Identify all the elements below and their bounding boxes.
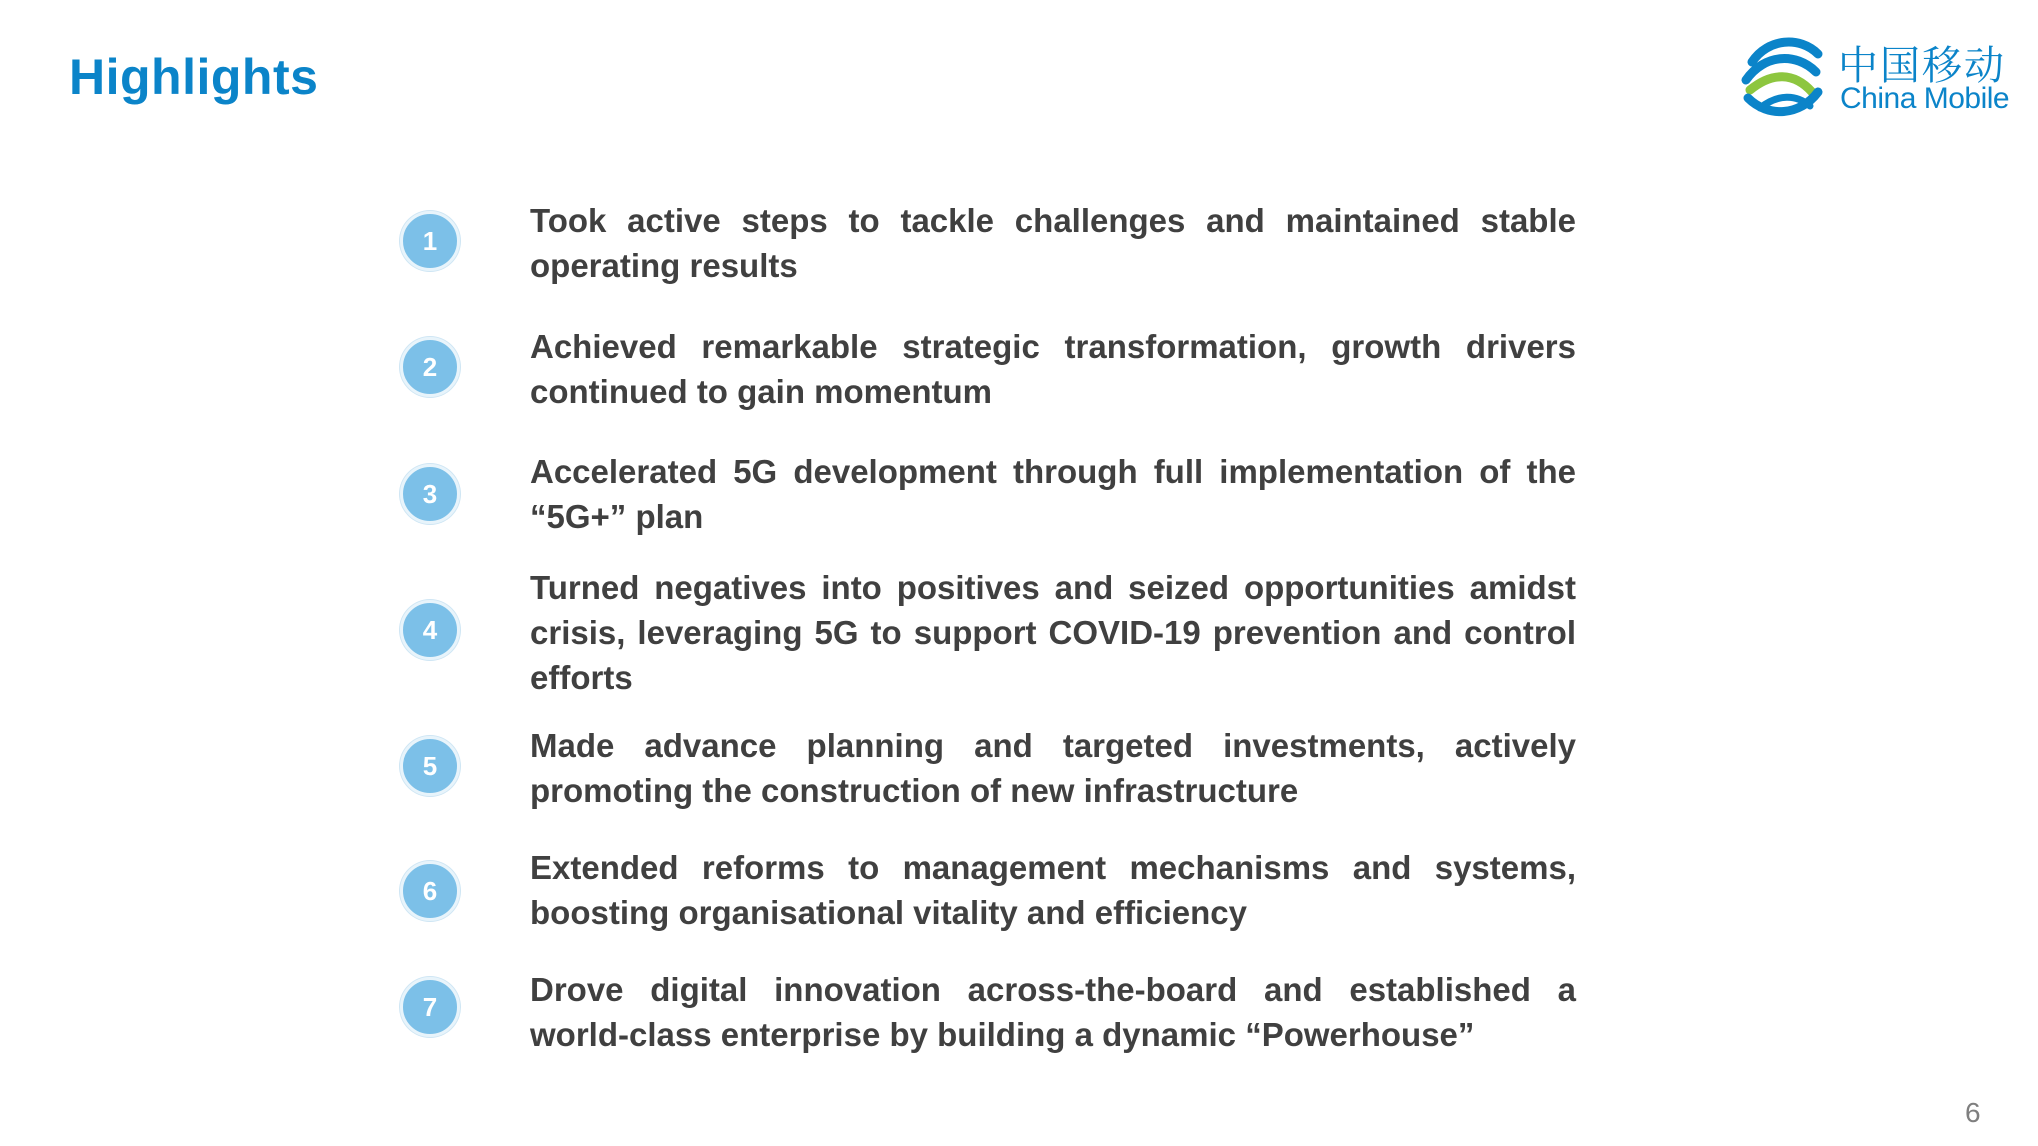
logo-chinese-text: 中国移动 (1838, 43, 2006, 89)
highlight-text: Achieved remarkable strategic transformation, growth drivers continued to gain momentum (530, 328, 1576, 410)
number-badge: 1 (400, 211, 460, 271)
number-badge: 4 (400, 600, 460, 660)
number-badge: 5 (400, 736, 460, 796)
highlight-text: Extended reforms to management mechanisms and systems, boosting organisational vitality and efficiency (530, 849, 1576, 931)
number-badge: 7 (400, 977, 460, 1037)
logo-english-text: China Mobile (1840, 82, 2010, 115)
page-number: 6 (1965, 1097, 1981, 1128)
highlight-text: Turned negatives into positives and seized opportunities amidst crisis, leveraging 5G to support COVID-19 prevention and control efforts (530, 569, 1576, 696)
china-mobile-logo (1738, 32, 2018, 122)
number-badge: 2 (400, 337, 460, 397)
highlight-text: Took active steps to tackle challenges and maintained stable operating results (530, 202, 1576, 284)
number-badge: 6 (400, 861, 460, 921)
highlight-text: Accelerated 5G development through full implementation of the “5G+” plan (530, 453, 1576, 535)
page-title: Highlights (69, 49, 319, 105)
highlight-text: Drove digital innovation across-the-board and established a world-class enterprise by building a dynamic “Powerhouse” (530, 971, 1576, 1053)
number-badge: 3 (400, 464, 460, 524)
china-mobile-logo-icon (1738, 32, 1826, 120)
highlight-text: Made advance planning and targeted investments, actively promoting the construction of new infrastructure (530, 727, 1576, 809)
